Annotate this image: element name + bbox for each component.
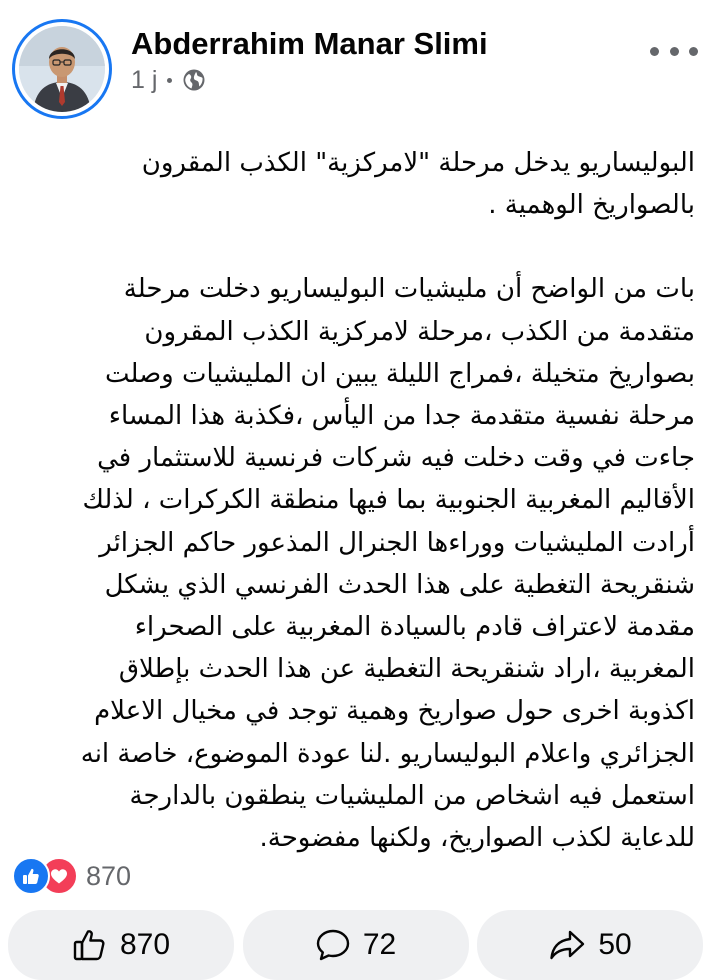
share-arrow-icon: [548, 927, 586, 963]
reaction-count[interactable]: 870: [86, 860, 132, 891]
share-button[interactable]: [477, 910, 703, 980]
post-headline-line: بالصواريخ الوهمية .: [488, 190, 695, 221]
author-name[interactable]: Abderrahim Manar Slimi: [131, 26, 488, 61]
avatar-photo: [19, 26, 105, 112]
post-body-line: اكذوبة اخرى حول صواريخ وهمية توجد في مخيال الاعلام: [94, 696, 695, 727]
post-timestamp[interactable]: 1 j: [131, 65, 158, 94]
like-count: 870: [119, 928, 171, 961]
post-body-line: متقدمة من الكذب ،مرحلة لامركزية الكذب المقرون: [144, 316, 695, 347]
post-body-line: استعمل فيه اشخاص من المليشيات ينطقون بالدارجة: [129, 780, 695, 811]
post-body-line: جاءت في وقت دخلت فيه شركات فرنسية للاستثمار في: [97, 443, 695, 474]
post-body-line: الجزائري واعلام البوليساريو .لنا عودة الموضوع، خاصة انه: [80, 738, 695, 769]
post-body-line: مقدمة لاعتراف قادم بالسيادة المغربية على الصحراء: [134, 612, 695, 643]
dot: [650, 47, 659, 56]
post-body-line: أرادت المليشيات ووراءها الجنرال المذعور حاكم الجزائر: [99, 527, 695, 558]
post-text: [15, 142, 695, 859]
post-meta: [131, 64, 206, 96]
post-body-line: الأقاليم المغربية الجنوبية بما فيها منطقة الكركرات ، لذلك: [82, 485, 695, 516]
post-body-line: المغربية ،اراد شنقريحة التغطية عن هذا الحدث بإطلاق: [118, 654, 695, 685]
avatar[interactable]: [12, 19, 112, 119]
paragraph-gap: [15, 226, 695, 268]
post-actions: [8, 910, 703, 980]
separator-dot: [167, 78, 172, 83]
comment-button[interactable]: [243, 910, 469, 980]
comment-count: 72: [362, 928, 397, 961]
share-count: 50: [598, 928, 632, 961]
post-body-line: مرحلة نفسية متقدمة جدا من اليأس ،فكذبة هذا المساء: [108, 401, 695, 432]
post-body-line: شنقريحة التغطية على هذا الحدث الفرنسي الذي يشكل: [104, 569, 695, 600]
post-body-line: بات من الواضح أن مليشيات البوليساريو دخلت مرحلة: [123, 274, 695, 305]
globe-icon: [182, 68, 206, 92]
post-body-line: بصواريخ متخيلة ،فمراج الليلة يبين ان المليشيات وصلت: [104, 358, 695, 389]
dot: [689, 47, 698, 56]
more-dots-icon[interactable]: [650, 36, 698, 66]
thumbs-up-icon: [72, 927, 108, 963]
reaction-summary[interactable]: [12, 857, 131, 895]
like-icon: [12, 857, 50, 895]
post-body-line: للدعاية لكذب الصواريخ، ولكنها مفضوحة.: [259, 823, 695, 854]
post-headline-line: البوليساريو يدخل مرحلة "لامركزية" الكذب المقرون: [141, 148, 695, 178]
dot: [670, 47, 679, 56]
comment-icon: [315, 927, 351, 963]
like-button[interactable]: [8, 910, 234, 980]
